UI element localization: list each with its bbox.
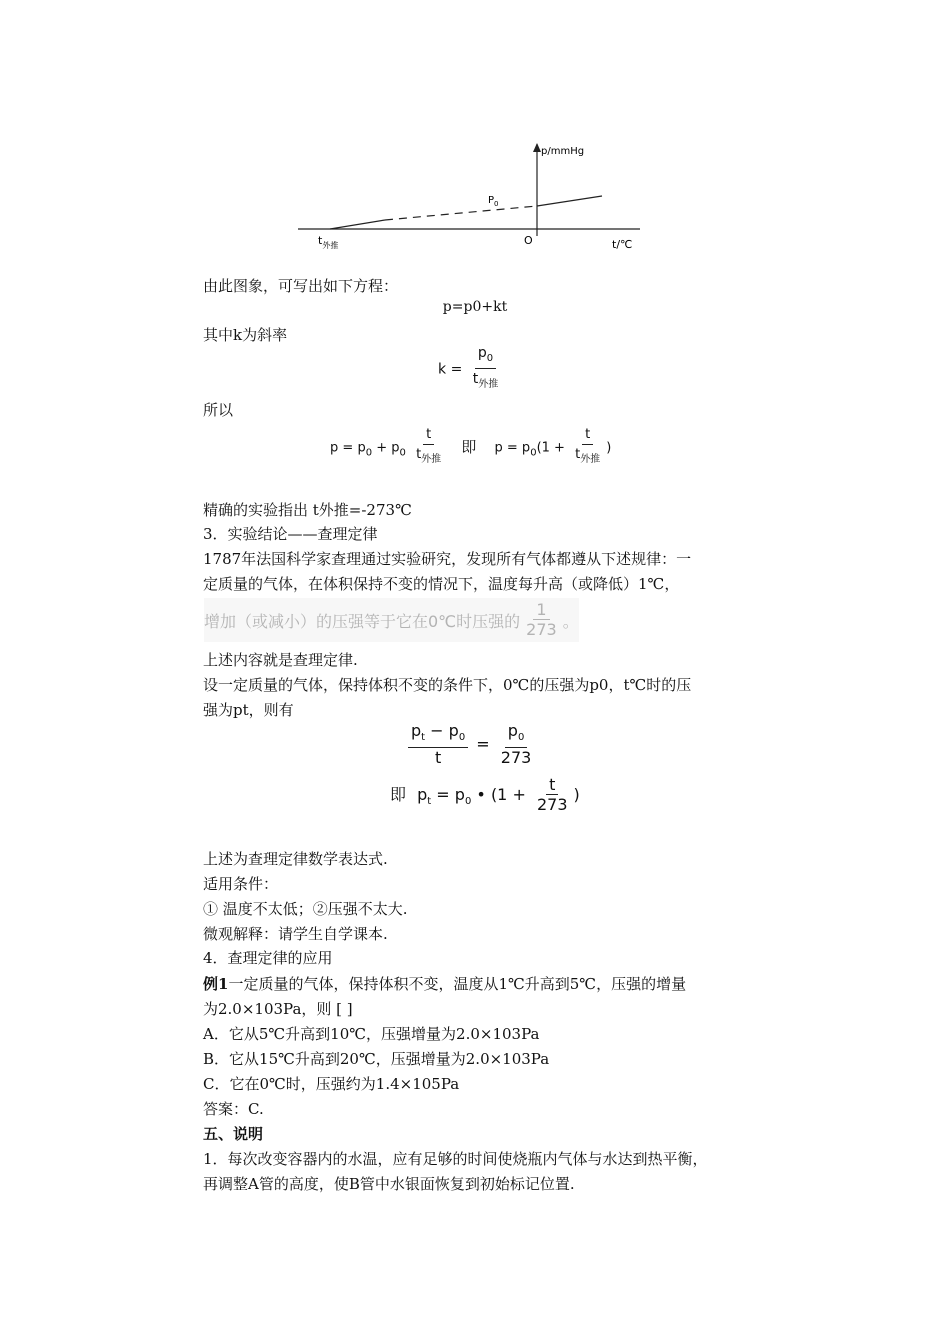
formula-charles-law: 即 $p_t = p_0$ • (1 + $\frac{t}{273}$ )	[390, 775, 580, 814]
text-line: 上述内容就是查理定律.	[203, 651, 358, 669]
text-line: 适用条件：	[203, 875, 279, 893]
charles-law-statement-image: 增加（或减小）的压强等于它在0℃时压强的 $\frac{1}{273}$ 。	[204, 598, 579, 642]
equation-p: p=p0+kt	[442, 299, 508, 315]
p-t-line-solid-right	[537, 196, 602, 206]
text-line: 微观解释：请学生自学课本.	[203, 925, 388, 943]
text-line: 精确的实验指出 t外推=-273℃	[203, 501, 412, 519]
text-line: 再调整A管的高度，使B管中水银面恢复到初始标记位置.	[203, 1175, 575, 1193]
text-line: ① 温度不太低；②压强不太大.	[203, 900, 408, 918]
text-line: 设一定质量的气体，保持体积不变的条件下，0℃的压强为p0，t℃时的压	[203, 676, 692, 694]
p0-label: $P_0$	[488, 195, 499, 208]
text-line: 由此图象，可写出如下方程：	[203, 277, 399, 295]
text-line: 定质量的气体，在体积保持不变的情况下，温度每升高（或降低）1℃，	[203, 575, 680, 593]
text-line: 强为pt，则有	[203, 701, 294, 719]
y-axis-arrow	[533, 143, 541, 152]
example-question: 例1一定质量的气体，保持体积不变，温度从1℃升高到5℃，压强的增量	[203, 975, 687, 993]
section-heading: 4．查理定律的应用	[203, 949, 333, 967]
p-t-line-solid	[330, 220, 385, 229]
option-c: C．它在0℃时，压强约为1.4×105Pa	[203, 1075, 460, 1093]
text-line: 其中k为斜率	[203, 326, 288, 344]
text-line: 1787年法国科学家查理通过实验研究，发现所有气体都遵从下述规律：一	[203, 550, 692, 568]
section-heading: 3．实验结论——查理定律	[203, 525, 378, 543]
example-label: 例1	[203, 975, 229, 993]
option-b: B．它从15℃升高到20℃，压强增量为2.0×103Pa	[203, 1050, 550, 1068]
y-axis-label: p/mmHg	[541, 146, 585, 157]
section-heading: 五、说明	[203, 1125, 264, 1143]
text-line: 为2.0×103Pa，则 [ ]	[203, 1000, 353, 1018]
p-t-line-dashed	[385, 206, 537, 220]
text-line: 1．每次改变容器内的水温，应有足够的时间使烧瓶内气体与水达到热平衡，	[203, 1150, 708, 1168]
x-axis-label: t/℃	[612, 238, 633, 251]
formula-p: $p = p_0 + p_0$ $\frac{t}{t_{外推}}$ 即 $p = p_0(1$ + $\frac{t}{t_{外推}}$ )	[330, 427, 612, 465]
option-a: A．它从5℃升高到10℃，压强增量为2.0×103Pa	[203, 1025, 540, 1043]
text-line: 上述为查理定律数学表达式.	[203, 850, 388, 868]
origin-label: O	[524, 234, 533, 247]
t-extrapolated-label: $t_{外推}$	[318, 234, 339, 250]
formula-charles-ratio: $\frac{p_t - p_0}{t}$ = $\frac{p_0}{273}$	[405, 722, 537, 768]
text-line: 所以	[203, 401, 234, 419]
pressure-temperature-graph	[290, 140, 650, 255]
formula-k: k = $\frac{p_0}{t_{外推}}$	[438, 345, 499, 390]
answer: 答案：C.	[203, 1100, 264, 1118]
